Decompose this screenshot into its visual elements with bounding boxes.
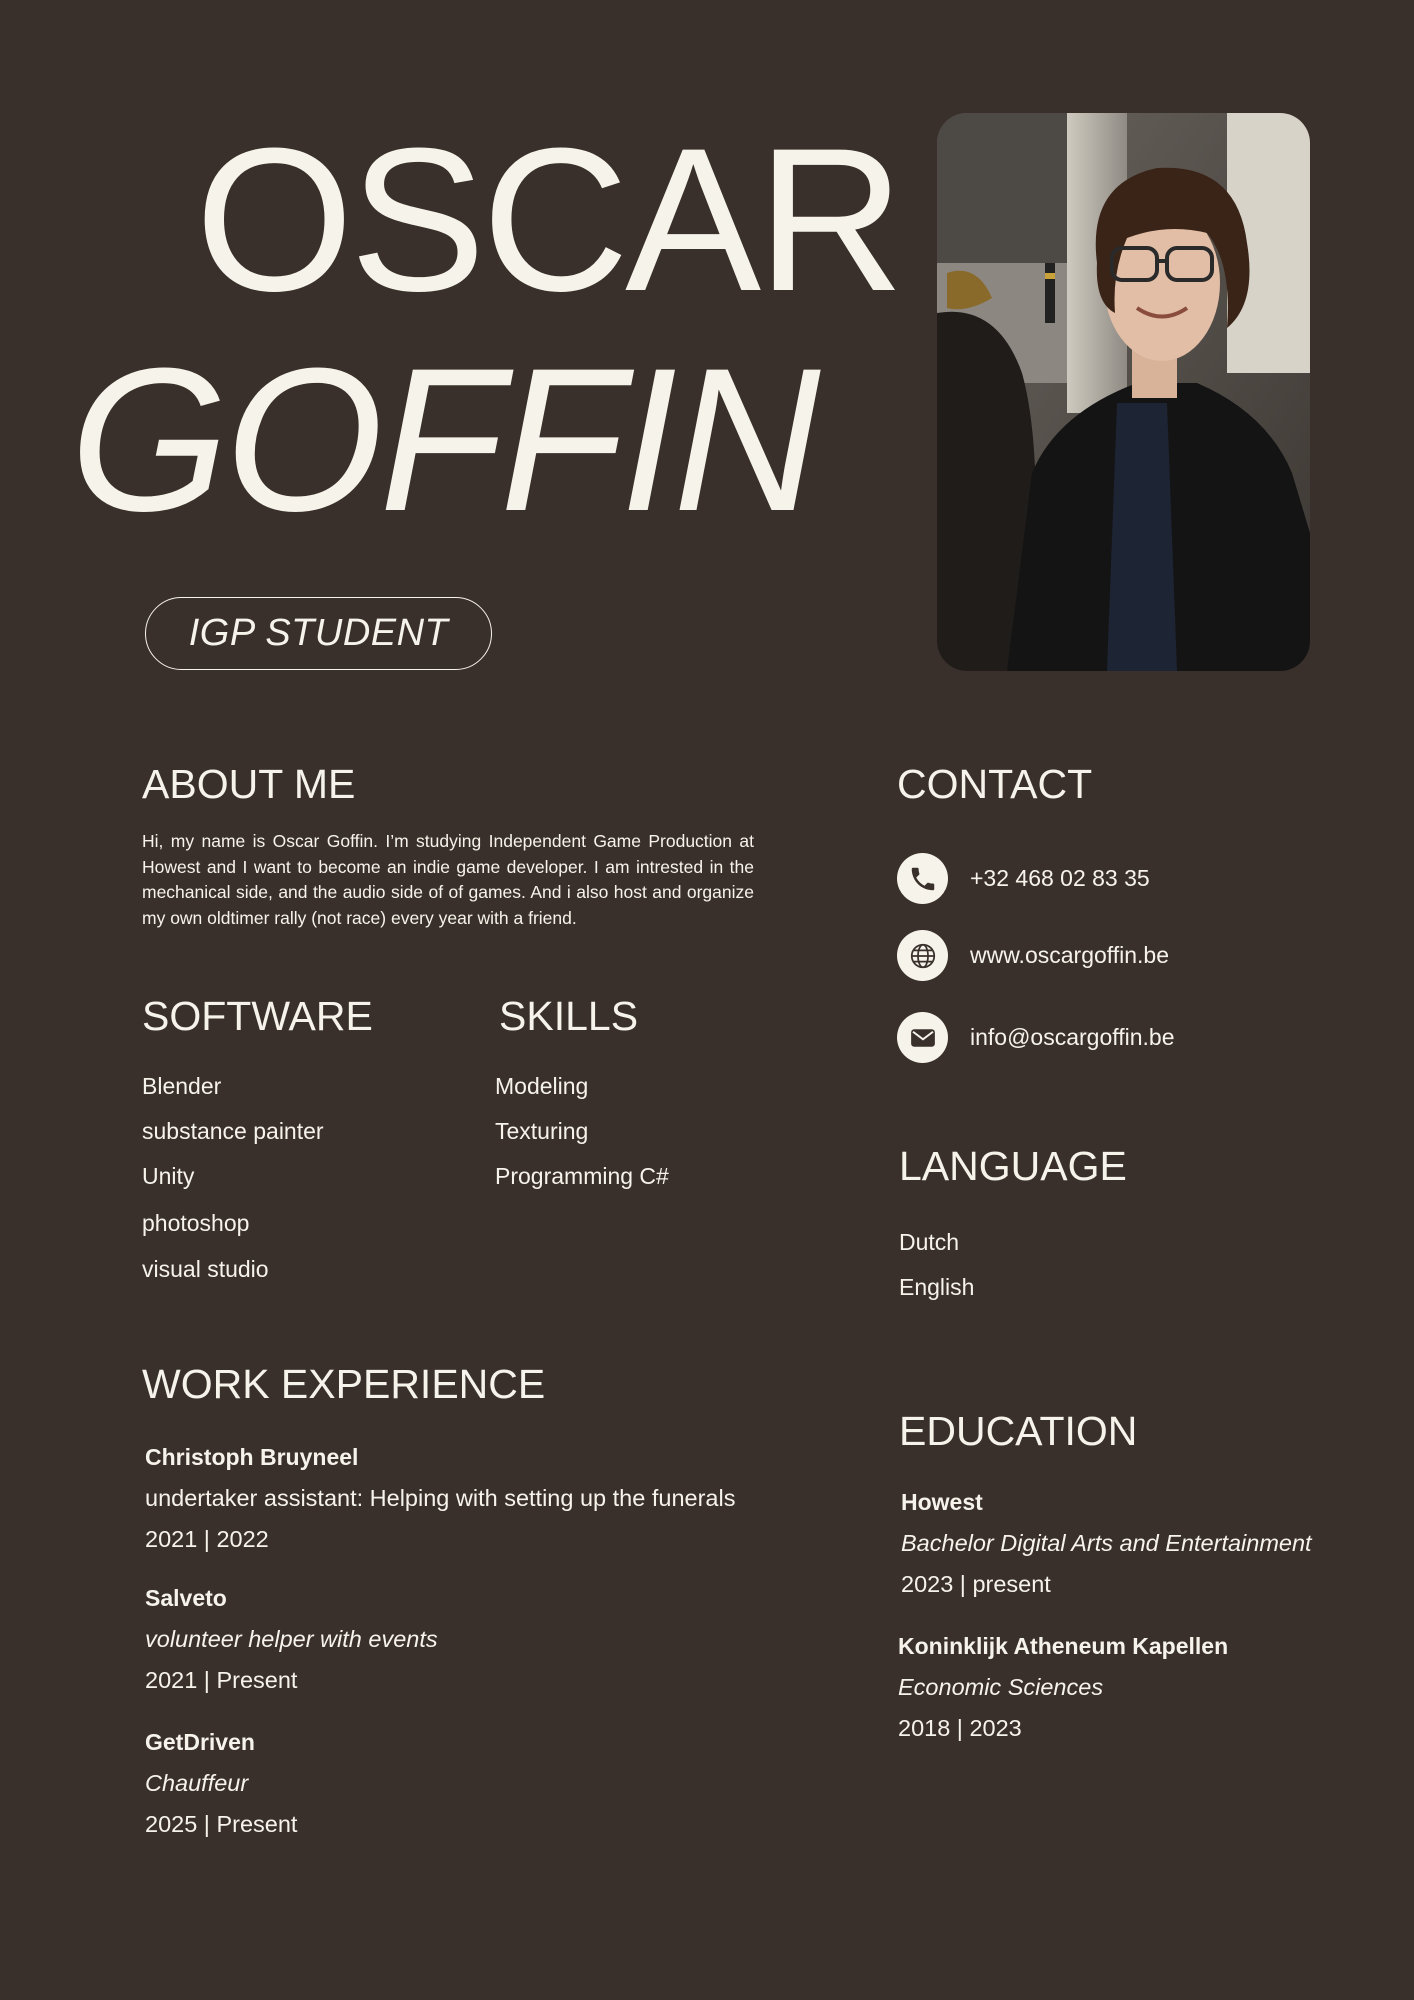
work-entry-org: Christoph Bruyneel [145, 1444, 359, 1470]
skills-heading: SKILLS [499, 993, 639, 1039]
role-badge [145, 597, 492, 670]
work-entry-years: 2025 | Present [145, 1811, 298, 1837]
language-heading: LANGUAGE [899, 1143, 1127, 1189]
profile-photo [937, 113, 1310, 671]
software-item: substance painter [142, 1118, 324, 1144]
last-name: GOFFIN [70, 326, 817, 554]
education-entry-role: Bachelor Digital Arts and Entertainment [901, 1530, 1312, 1556]
profile-photo-illustration [937, 113, 1310, 671]
work-entry-org: GetDriven [145, 1729, 255, 1755]
about-text: Hi, my name is Oscar Goffin. I’m studying Independent Game Production at Howest and I want to become an indie game developer. I am intrested in the mechanical side, and the audio side of of games. And i also host and organize my own oldtimer rally (not race) every year with a friend. [142, 831, 754, 928]
work-entry-org: Salveto [145, 1585, 227, 1611]
skill-item: Programming C# [495, 1163, 669, 1189]
software-heading: SOFTWARE [142, 993, 373, 1039]
phone-number: +32 468 02 83 35 [970, 865, 1150, 891]
skill-item: Modeling [495, 1073, 589, 1099]
education-entry-org: Howest [901, 1489, 983, 1515]
about-heading: ABOUT ME [142, 761, 356, 807]
phone-icon [897, 853, 948, 904]
education-heading: EDUCATION [899, 1408, 1138, 1454]
education-entry-role: Economic Sciences [898, 1674, 1104, 1700]
work-heading: WORK EXPERIENCE [142, 1361, 546, 1407]
mail-icon [897, 1012, 948, 1063]
software-item: photoshop [142, 1210, 250, 1236]
education-entry-org: Koninklijk Atheneum Kapellen [898, 1633, 1229, 1659]
language-item: Dutch [899, 1229, 960, 1255]
skill-item: Texturing [495, 1118, 589, 1144]
language-item: English [899, 1274, 975, 1300]
software-item: visual studio [142, 1256, 269, 1282]
email-address: info@oscargoffin.be [970, 1024, 1175, 1050]
first-name: OSCAR [195, 106, 901, 334]
work-entry-role: volunteer helper with events [145, 1626, 438, 1652]
software-item: Blender [142, 1073, 222, 1099]
software-item: Unity [142, 1163, 195, 1189]
work-entry-years: 2021 | 2022 [145, 1526, 269, 1552]
website-link: www.oscargoffin.be [970, 942, 1170, 968]
contact-heading: CONTACT [897, 761, 1093, 807]
contact-phone[interactable] [897, 853, 1150, 904]
work-entry-role: Chauffeur [145, 1770, 249, 1796]
work-entry-years: 2021 | Present [145, 1667, 298, 1693]
education-entry-years: 2023 | present [901, 1571, 1051, 1597]
contact-website[interactable] [897, 930, 1169, 981]
work-entry-role: undertaker assistant: Helping with setting up the funerals [145, 1485, 736, 1511]
education-entry-years: 2018 | 2023 [898, 1715, 1022, 1741]
globe-icon [897, 930, 948, 981]
role-label: IGP STUDENT [188, 612, 449, 654]
contact-email[interactable] [897, 1012, 1175, 1063]
